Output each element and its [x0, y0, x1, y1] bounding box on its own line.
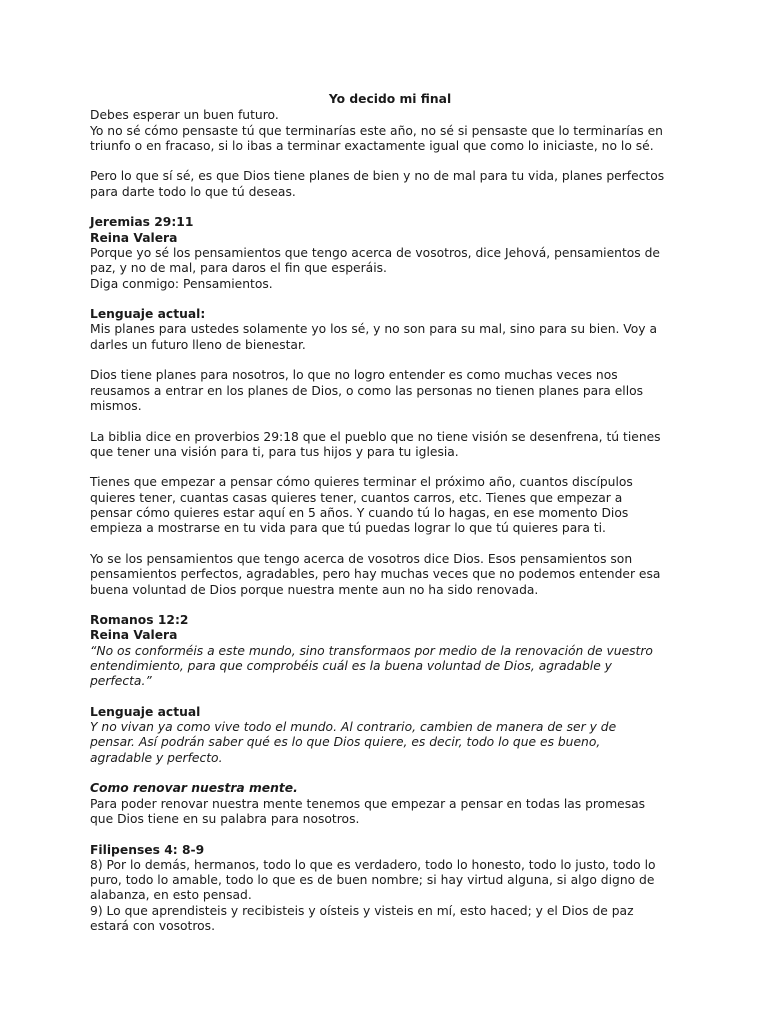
text-line: Tienes que empezar a pensar cómo quieres terminar el próximo año, cuantos discípulos [90, 475, 633, 490]
verse-line: Porque yo sé los pensamientos que tengo acerca de vosotros, dice Jehová, pensamientos de [90, 245, 660, 260]
text-line: Pero lo que sí sé, es que Dios tiene planes de bien y no de mal para tu vida, planes perfectos [90, 169, 665, 184]
text-line: Y no vivan ya como vive todo el mundo. Al contrario, cambien de manera de ser y de [90, 720, 617, 735]
text-line: darles un futuro lleno de bienestar. [90, 337, 306, 352]
verse-reference: Jeremias 29:11 [90, 215, 194, 230]
text-line: empieza a mostrarse en tu vida para que tú puedas lograr lo que tú quieres para ti. [90, 521, 606, 536]
text-line: Dios tiene planes para nosotros, lo que no logro entender es como muchas veces nos [90, 368, 618, 383]
text-line: pensar cómo quieres estar aquí en 5 años. Y cuando tú lo hagas, en ese momento Dios [90, 506, 629, 521]
verse-line: alabanza, en esto pensad. [90, 888, 252, 903]
text-line: que Dios tiene en su palabra para nosotros. [90, 811, 360, 826]
verse-reference: Romanos 12:2 [90, 613, 189, 628]
bible-version: Reina Valera [90, 628, 178, 643]
text-line: quieres tener, cuantas casas quieres tener, cuantos carros, etc. Tienes que empezar a [90, 490, 623, 505]
verse-line: 8) Por lo demás, hermanos, todo lo que es verdadero, todo lo honesto, todo lo justo, todo lo [90, 857, 656, 872]
god-plans-paragraph [90, 368, 690, 414]
verse-line: puro, todo lo amable, todo lo que es de buen nombre; si hay virtud alguna, si algo digno de [90, 873, 655, 888]
verse-reference: Filipenses 4: 8-9 [90, 842, 205, 857]
text-line: Mis planes para ustedes solamente yo los sé, y no son para su mal, sino para su bien. Voy a [90, 322, 658, 337]
section-heading: Como renovar nuestra mente. [90, 781, 298, 796]
text-line: Yo se los pensamientos que tengo acerca de vosotros dice Dios. Esos pensamientos son [90, 551, 633, 566]
text-line: Para poder renovar nuestra mente tenemos que empezar a pensar en todas las promesas [90, 796, 646, 811]
text-line: pensamientos perfectos, agradables, pero hay muchas veces que no podemos entender esa [90, 567, 661, 582]
thoughts-paragraph [90, 552, 690, 598]
jeremias-section [90, 215, 690, 353]
section-heading: Lenguaje actual [90, 704, 201, 719]
text-line: que tener una visión para ti, para tus hijos y para tu iglesia. [90, 444, 459, 459]
document-title: Yo decido mi final [328, 92, 452, 106]
text-line: Yo no sé cómo pensaste tú que terminarías este año, no sé si pensaste que lo terminarías en [90, 123, 663, 138]
verse-line: estará con vosotros. [90, 919, 215, 934]
section-heading: Lenguaje actual: [90, 307, 206, 322]
text-line: reusamos a entrar en los planes de Dios, o como las personas no tienen planes para ellos [90, 383, 644, 398]
intro-paragraph [90, 108, 690, 154]
text-line: buena voluntad de Dios porque nuestra mente aun no ha sido renovada. [90, 582, 539, 597]
renew-section [90, 781, 690, 827]
verse-line: perfecta.” [90, 674, 152, 689]
text-line: Debes esperar un buen futuro. [90, 108, 279, 123]
plans-paragraph [90, 169, 690, 200]
bible-version: Reina Valera [90, 230, 178, 245]
verse-line: Diga conmigo: Pensamientos. [90, 276, 273, 291]
text-line: triunfo o en fracaso, si lo ibas a terminar exactamente igual que como lo iniciaste, no lo sé. [90, 138, 654, 153]
think-paragraph [90, 475, 690, 536]
text-line: La biblia dice en proverbios 29:18 que el pueblo que no tiene visión se desenfrena, tú tienes [90, 429, 661, 444]
text-line: agradable y perfecto. [90, 750, 223, 765]
verse-line: “No os conforméis a este mundo, sino transformaos por medio de la renovación de vuestro [90, 643, 653, 658]
document-page [90, 92, 690, 934]
verse-line: entendimiento, para que comprobéis cuál es la buena voluntad de Dios, agradable y [90, 658, 612, 673]
vision-paragraph [90, 430, 690, 461]
text-line: mismos. [90, 398, 142, 413]
verse-line: paz, y no de mal, para daros el fin que esperáis. [90, 261, 387, 276]
verse-line: 9) Lo que aprendisteis y recibisteis y oísteis y visteis en mí, esto haced; y el Dios de paz [90, 903, 634, 918]
text-line: pensar. Así podrán saber qué es lo que Dios quiere, es decir, todo lo que es bueno, [90, 735, 601, 750]
text-line: para darte todo lo que tú deseas. [90, 184, 296, 199]
romanos-section [90, 613, 690, 766]
filipenses-section [90, 843, 690, 935]
